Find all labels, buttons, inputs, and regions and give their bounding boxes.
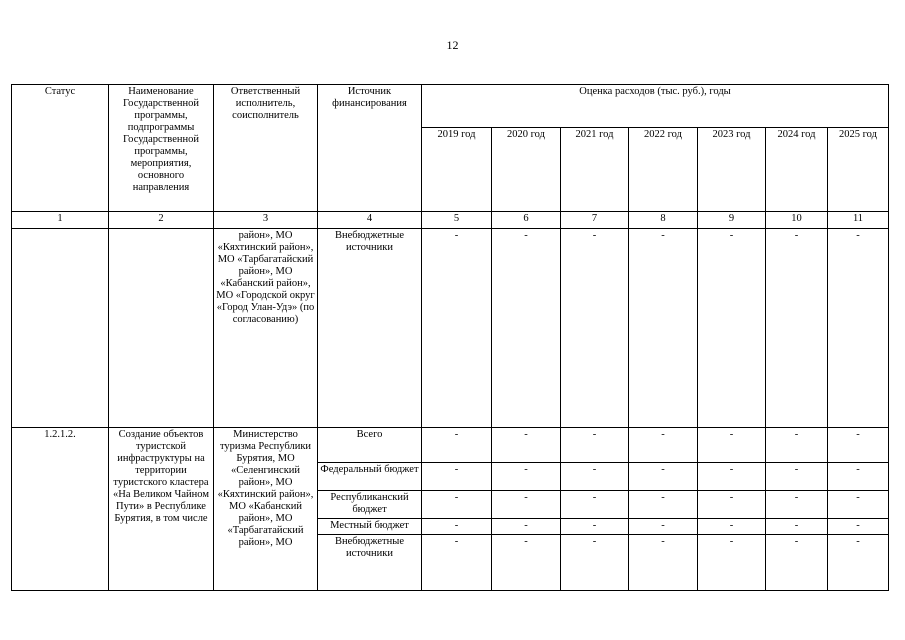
value-cell: - [492, 229, 561, 428]
row-status: 1.2.1.2. [12, 428, 109, 591]
value-cell: - [422, 463, 492, 491]
value-cell: - [766, 463, 828, 491]
header-source: Источник финансирования [318, 85, 422, 212]
value-cell: - [766, 491, 828, 519]
value-cell: - [422, 535, 492, 591]
value-cell: - [422, 491, 492, 519]
budget-table [11, 84, 889, 591]
value-cell: - [561, 535, 629, 591]
row-source: Внебюджетные источники [318, 535, 422, 591]
header-status: Статус [12, 85, 109, 212]
header-year: 2024 год [766, 128, 828, 212]
header-year: 2021 год [561, 128, 629, 212]
value-cell: - [629, 463, 698, 491]
value-cell: - [766, 519, 828, 535]
col-number: 9 [698, 212, 766, 229]
col-number: 11 [828, 212, 889, 229]
value-cell: - [561, 229, 629, 428]
value-cell: - [561, 519, 629, 535]
value-cell: - [828, 428, 889, 463]
value-cell: - [629, 535, 698, 591]
col-number: 10 [766, 212, 828, 229]
value-cell: - [629, 519, 698, 535]
value-cell: - [492, 463, 561, 491]
value-cell: - [492, 428, 561, 463]
value-cell: - [828, 519, 889, 535]
value-cell: - [561, 428, 629, 463]
value-cell: - [422, 229, 492, 428]
row-name: Создание объектов туристской инфраструктуры на территории туристского кластера «На Великом Чайном Пути» в Республике Бурятия, в том числе [109, 428, 214, 591]
row-name [109, 229, 214, 428]
value-cell: - [698, 463, 766, 491]
header-executor: Ответственный исполнитель, соисполнитель [214, 85, 318, 212]
value-cell: - [828, 491, 889, 519]
value-cell: - [766, 535, 828, 591]
page-number: 12 [446, 38, 459, 52]
value-cell: - [828, 463, 889, 491]
value-cell: - [766, 229, 828, 428]
value-cell: - [828, 229, 889, 428]
row-source: Республиканский бюджет [318, 491, 422, 519]
header-year: 2019 год [422, 128, 492, 212]
col-number: 6 [492, 212, 561, 229]
value-cell: - [422, 519, 492, 535]
value-cell: - [698, 535, 766, 591]
row-status [12, 229, 109, 428]
value-cell: - [629, 491, 698, 519]
row-source: Местный бюджет [318, 519, 422, 535]
value-cell: - [422, 428, 492, 463]
value-cell: - [629, 229, 698, 428]
col-number: 4 [318, 212, 422, 229]
row-executor: Министерство туризма Республики Бурятия, МО «Селенгинский район», МО «Кяхтинский район», МО «Кабанский район», МО «Тарбагатайский район», МО [214, 428, 318, 591]
table-row [12, 428, 889, 463]
value-cell: - [698, 229, 766, 428]
header-year: 2022 год [629, 128, 698, 212]
value-cell: - [629, 428, 698, 463]
col-number: 7 [561, 212, 629, 229]
col-number: 2 [109, 212, 214, 229]
value-cell: - [492, 519, 561, 535]
col-number: 8 [629, 212, 698, 229]
value-cell: - [828, 535, 889, 591]
value-cell: - [492, 535, 561, 591]
value-cell: - [561, 491, 629, 519]
header-name: Наименование Государственной программы, подпрограммы Государственной программы, мероприятия, основного направления [109, 85, 214, 212]
header-year: 2025 год [828, 128, 889, 212]
col-number: 3 [214, 212, 318, 229]
value-cell: - [698, 491, 766, 519]
header-year: 2020 год [492, 128, 561, 212]
col-number: 5 [422, 212, 492, 229]
value-cell: - [698, 519, 766, 535]
row-source: Внебюджетные источники [318, 229, 422, 428]
value-cell: - [698, 428, 766, 463]
row-source: Федеральный бюджет [318, 463, 422, 491]
header-expenses: Оценка расходов (тыс. руб.), годы [422, 85, 889, 128]
table-row [12, 229, 889, 428]
col-number: 1 [12, 212, 109, 229]
header-year: 2023 год [698, 128, 766, 212]
value-cell: - [561, 463, 629, 491]
value-cell: - [492, 491, 561, 519]
row-executor: район», МО «Кяхтинский район», МО «Тарбагатайский район», МО «Кабанский район», МО «Городской округ «Город Улан-Удэ» (по согласованию) [214, 229, 318, 428]
value-cell: - [766, 428, 828, 463]
row-source: Всего [318, 428, 422, 463]
